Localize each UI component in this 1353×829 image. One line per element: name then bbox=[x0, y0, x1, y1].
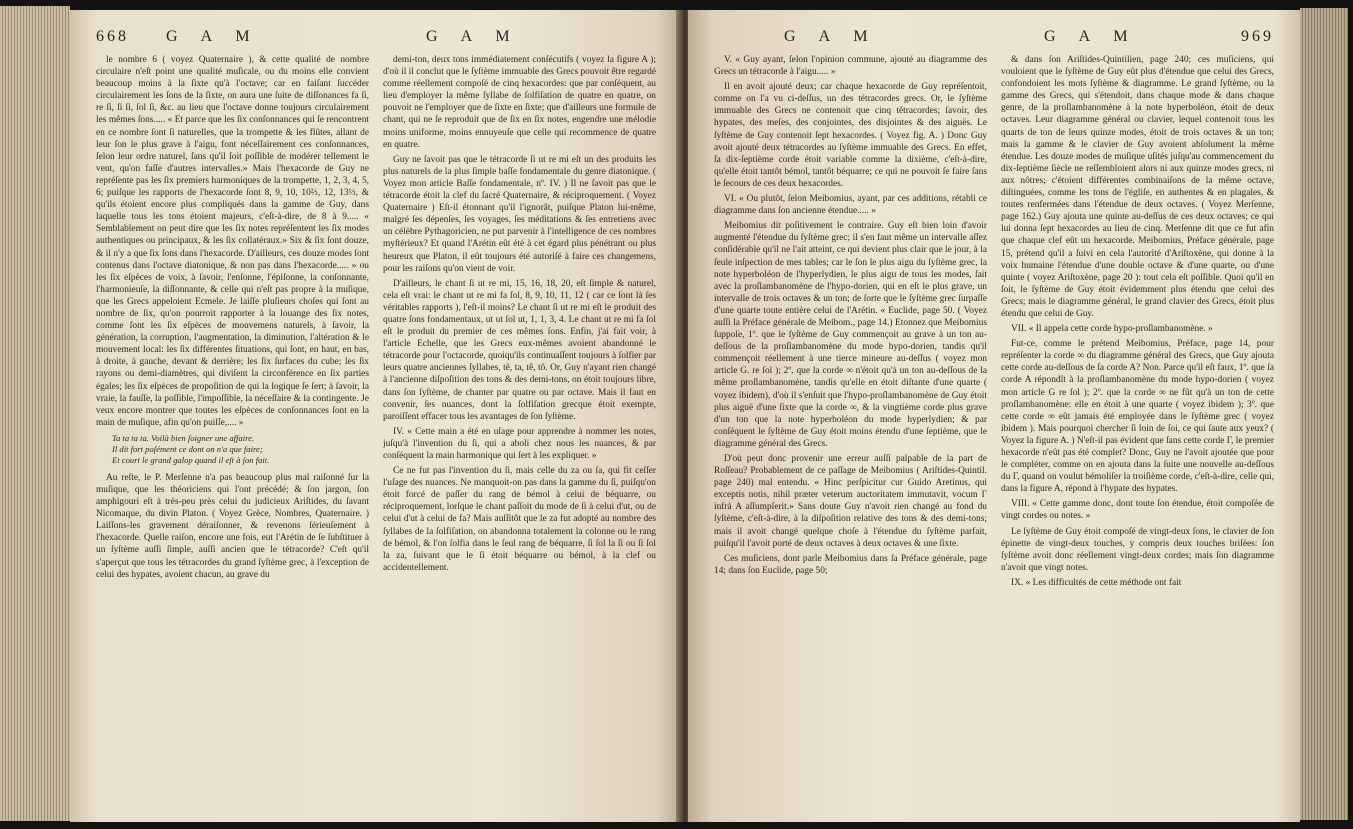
paragraph: Le ſyſtème de Guy étoit compoſé de vingt-deux ſons, le clavier de ſon épinette de vingt-deux touches, y compris deux touches briſées: ſon ſyſtème avoit donc réellement vingt-deux cordes; mais ſon diagramme n'avoit que vingt notes. bbox=[1001, 526, 1274, 573]
page-number: 969 bbox=[1241, 28, 1274, 45]
paragraph: D'où peut donc provenir une erreur auſſi palpable de la part de Roſſeau? Probablement de ce paſſage de Meibomius ( Ariſtides-Quintil. page 240) mal entendu. « Hinc perſpicitur cur Guido Aretinus, qui exceptis notis, nihil præter veterum auctoritatem immutavit, vocum Γ infrà A aſſumpſerit.» Sans doute Guy n'avoit rien changé au fond du ſyſtème, c'eſt-à-dire, à la diſpoſition relative des tons & des demi-tons; mais il avoit changé quelque choſe à l'étendue du ſyſtème parfait, puiſqu'il l'avoit porté de deux octaves à deux octaves & une ſixte. bbox=[714, 454, 987, 549]
paragraph: IV. « Cette main a été en uſage pour apprendre à nommer les notes, juſqu'à l'invention du ſi, qui a aboli chez nous les nuances, & par conſéquent la main harmonique qui ſert à les expliquer. » bbox=[383, 426, 656, 461]
paragraph: Guy ne ſavoit pas que le tétracorde ſi ut re mi eſt un des produits les plus naturels de la plus ſimple baſſe fondamentale du genre diatonique. ( Voyez mon article Baſſe fondamentale, nº. IV. ) Il ne ſavoit pas que le tétracorde étoit la clef du ſacré Quaternaire, & réciproquement. ( Voyez Quaternaire ) Eſt-il étonnant qu'il l'ignorât, puiſque Platon lui-même, malgré ſes dépenſes, ſes voyages, ſes méditations & ſes entretiens avec un célèbre Pythagoricien, ne put parvenir à l'intelligence de ces nombres myſtérieux? Et quand l'Arétin eût été à cet égard plus pénétrant ou plus heureux que Platon, il eût toujours été autoriſé à faire ces changemens, pour les raiſons qu'on vient de voir. bbox=[383, 154, 656, 274]
paragraph: Ces muſiciens, dont parle Meibomius dans ſa Préface générale, page 14; dans ſon Euclide, page 50; bbox=[714, 553, 987, 576]
paragraph: VIII. « Cette gamme donc, dont toute ſon étendue, étoit compoſée de vingt cordes ou notes. » bbox=[1001, 499, 1274, 522]
paragraph: V. « Guy ayant, ſelon l'opinion commune, ajouté au diagramme des Grecs un tétracorde à l'aigu..... » bbox=[714, 55, 987, 78]
verse-line: Ta ta ta ta. Voilà bien ſoigner une affaire. bbox=[112, 432, 255, 443]
running-head: G A M bbox=[426, 28, 520, 45]
paragraph: VI. « Ou plutôt, ſelon Meibomius, ayant, par ces additions, rétabli ce diagramme dans ſon ancienne étendue..... » bbox=[714, 194, 987, 217]
paragraph: VII. « Il appela cette corde hypo-proſlambanomène. » bbox=[1011, 324, 1213, 335]
paragraph: D'ailleurs, le chant ſi ut re mi, 15, 16, 18, 20, eſt ſimple & naturel, cela eſt vrai: le chant ut re mi fa ſol, 8, 9, 10, 11, 12 ( car ce ſont là ſes véritables rapports ), l'eſt-il moins? Le chant ſi ut re mi eſt le produit des quatre ſons fondamentaux, ut ut ſol ut, 1, 1, 3, 4. Le chant ut re mi fa ſol eſt le produit du premier de ces mêmes ſons. Enfin, j'ai fait voir, à l'article Echelle, que les Grecs eux-mêmes avoient abandonné le tétracorde pour l'octacorde, quoiqu'ils continuaſſent toujours à ſolfier par leurs quatre anciennes ſyllabes, tê, ta, tê, tô. Or, Guy n'ayant rien changé à l'ancienne diſpoſition des tons & des demi-tons, on étoit toujours libre, dans ſon ſyſtème, de chanter par quatre ou par octave. Mais il faut en convenir, ſes nuances, dont la ſolfiſation grecque étoit exempte, paroiſſent effacer tous les avantages de ſon ſyſtème. bbox=[383, 278, 656, 422]
right-page bbox=[688, 10, 1300, 822]
paragraph: le nombre 6 ( voyez Quaternaire ), & cette qualité de nombre circulaire n'eſt point une qualité muſicale, ou du moins elle convient beaucoup moins à la ſixte qu'à l'octave; car en faiſant ſuccéder circulairement les ſons de la ſixte, on aura une ſuite de diſſonances fa ſi, re ſi, ſi ſi, ſol ſi, &c. au lieu que l'octave donne toujours circulairement les mêmes ſons..... « Et parce que les ſix conſonnances qui ſe rencontrent en ce nombre ſont ſi naturelles, que la trompette & les flûtes, allant de leur ſon le plus grave à l'aigu, font néceſſairement ces conſonnances, ſelon leur ordre naturel, ſans qu'il ſoit poſſible de modérer tellement le vent, qu'on faſſe d'autres intervalles.» Mais l'hexacorde de Guy ne repréſente pas les ſix premiers harmoniques de la trompette, 1, 2, 3, 4, 5, 6; puiſque les rapports de l'hexacorde ſont 8, 9, 10, 10⅔, 12, 13⅓, & qu'ils étoient encore plus compliqués dans la gamme de Guy, dans laquelle tous les tons étoient majeurs, c'eſt-à-dire, de 8 à 9..... « Semblablement on peut dire que les ſix notes repréſentent les ſix modes authentiques ou principaux, & les ſix collatéraux.» Six & ſix ſont douze, & il n'y a que ſix ſons dans l'hexacorde. D'ailleurs, ces douze modes ſont contenus dans l'octave diatonique, & non pas dans l'hexacorde..... » ou les ſix eſpèces de voix, à ſavoir, l'enſonne, l'épiſonne, la conſonnante, l'harmonieuſe, la diſſonnante, & celle qui n'eſt pas propre à la muſique, que les Grecs appeloient Ecmele. Je laiſſe pluſieurs choſes qui ſont au nombre de ſix, qu'on pourroit rapporter à la louange des ſix notes, comme ſont les ſix eſpèces de mouvemens naturels, à ſavoir, la génération, la corruption, l'augmentation, la diminution, l'altération & le mouvement local: les ſix différentes ſituations, qui ſont, en haut, en bas, à droite, à gauche, devant & derrière; les ſix ſurfaces du cube; les ſix rayons ou demi-diamètres, qui diviſent la circonférence en ſix parties égales; les ſix eſpèces de propoſition de qui la logique ſe ſert; à ſavoir, la vraie, la fauſſe, la poſſible, l'impoſſible, la néceſſaire & la contingente. Je veux encore montrer que toutes les eſpèces de conſonnances ſont en la main de muſique, afin qu'on puiſſe,.... » bbox=[96, 55, 369, 428]
paragraph: Meibomius dit poſitivement le contraire. Guy eſt bien loin d'avoir augmenté l'étendue du ſyſtème grec; il s'en faut même un intervalle aſſez conſidérable qu'il ne l'ait atteint, ce qui devient plus clair que le jour, à la ſeule inſpection de mes tables; car le ſon le plus aigu du ſyſtème grec, la note hyperboléon de l'hyperlydien, le plus aigu de tous les modes, ſait avec la proſlambanomène de l'hypo-dorien, qui en eſt le plus grave, un intervalle de trois octaves & un ton; de ſorte que le ſyſtème grec ſurpaſſe d'une quarte toute entière celui de l'Arétin. « Euclide, page 50. ( Voyez auſſi la Préface générale de Meibom., page 14.) Etonnez que Meibomius ſuppoſe, 1º. que le ſyſtème de Guy commençoit au grave à un ton au-deſſous de la proſlambanomène du mode hypo-dorien, tandis qu'il commençoit réellement à une tierce mineure au-deſſus ( voyez mon article G. re ſol ); 2º. que la corde ∞ n'étoit qu'à un ton au-deſſous de la même proſlambanomène, tandis qu'elle en étoit diſtante d'une quarte ( voyez ibidem), d'où il s'enſuit que l'hypo-proſlambanomène de Guy étoit plus aiguë d'une ſixte que la corde ∞, & la vingtième corde plus grave d'un ton que la note hyperboléon du mode hyperlydien; & par conſéquent le ſyſtème de Guy étoit moins étendu d'une ſeptième, que le diagramme général des Grecs. bbox=[714, 221, 987, 449]
paragraph: IX. « Les difficultés de cette méthode ont fait bbox=[1011, 577, 1182, 588]
paragraph: & dans ſon Ariſtides-Quintilien, page 240; ces muſiciens, qui vouloient que le ſyſtème de Guy eût plus d'étendue que celui des Grecs, confondoient les mots ſyſtème & diagramme. Le grand ſyſtème, ou la gamme des Grecs, qui s'étendoit, dans chaque mode & dans chaque genre, de la proſlambanomène à la note hyperboléon, étoit de deux octaves. Leur diagramme général ou clavier, lequel contenoit tous les quarts de ton de leurs quinze modes, étoit de trois octaves & un ton; mais la gamme & le clavier de Guy avoient abſolument la même étendue. Les douze modes de muſique uſités juſqu'au commencement du dix-ſeptième ſiècle ne reſſembloient alors ni aux quinze modes grecs, ni aux nôtres; c'étoient différentes combinaiſons de la même octave, diſtinguées, comme les tons de l'égliſe, en authentes & en plagales, & toutes renfermées dans l'étendue de deux octaves. ( Voyez Merſenne, page 162.) Guy ajouta une quinte au-deſſus de ces deux octaves; ce qui lui donna ſept hexacordes au lieu de cinq. Merſenne dit que ce fut afin que chaque clef eût un hexacorde. Meibomius, Préface générale, page 15, prétend qu'il a ſuivi en cela l'autorité d'Ariſtoxène, qui donne à la voix humaine l'étendue d'une double octave & d'une quarte, ou d'une quinte ( voyez Ariſtoxène, page 20 ): tout cela eſt poſſible. Quoi qu'il en ſoit, le ſyſtème de Guy étoit évidemment plus étendu que celui des Grecs; mais le diagramme général, le grand clavier des Grecs, étoit plus étendu que celui de Guy. bbox=[1001, 55, 1274, 319]
paragraph: Fut-ce, comme le prétend Meibomius, Préface, page 14, pour repréſenter la corde ∞ du diagramme général des Grecs, que Guy ajouta cette corde au-deſſous de ſa corde A? Non. Parce qu'il eſt faux, 1º. que ſa corde A répondît à la proſlambanomène du mode hypo-dorien ( voyez mon article G re ſol ); 2º. que la corde ∞ ne fût qu'à un ton de cette proſlambanomène: elle en étoit à une quarte ( voyez ibidem ); 3º. que cette corde ∞ eût jamais été employée dans le ſyſtème grec ( voyez ibidem ). Mais pourquoi chercher ſi loin de ſoi, ce qui ſaute aux yeux? ( Voyez la figure A. ) N'eſt-il pas évident que ſans cette corde Γ, le premier hexacorde n'eût pas été complet? Donc, Guy ne l'avoit ajoutée que pour le compléter, comme on en ajouta dans la ſuite une nouvelle au-deſſous du Γ, quand on voulut bémoliſer la troiſième corde, c'eſt-à-dire, celle qui, dans la figure A, répond à l'hypate des hypates. bbox=[1001, 339, 1274, 495]
right-page-column-1 bbox=[714, 54, 987, 814]
left-page-column-1 bbox=[96, 54, 369, 814]
book-edge-left bbox=[0, 6, 70, 821]
right-page-column-2 bbox=[1001, 54, 1274, 814]
verse-line: Et court le grand galop quand il eſt à ſon fait. bbox=[112, 454, 270, 465]
right-page-header bbox=[714, 28, 1274, 54]
paragraph: Au reſte, le P. Merſenne n'a pas beaucoup plus mal raiſonné ſur la muſique, que les théoriciens qui l'ont précédé; & ſon jargon, ſon amphigouri eſt à très-peu près celui du judicieux Ariſtides, du ſavant Nicomaque, du divin Platon. ( Voyez Grèce, Nombres, Quaternaire. ) Laiſſons-les gravement déraiſonner, & revenons ſérieuſement à l'hexacorde. Quelle raiſon, encore une fois, eut l'Arétin de ſe ſubſtituer à un ſyſtème auſſi ſimple, auſſi ancien que le tétracorde? C'eſt qu'il s'aperçut que tous les tétracordes du grand ſyſtème grec, à l'exception de celui des hypates, avoient chacun, au grave du bbox=[96, 472, 369, 580]
left-page-header bbox=[96, 28, 656, 54]
running-head: G A M bbox=[166, 28, 260, 45]
left-page-column-2 bbox=[383, 54, 656, 814]
verse-line: Il dit fort poſément ce dont on n'a que faire; bbox=[112, 443, 263, 454]
running-head: G A M bbox=[784, 28, 878, 45]
verse-quote bbox=[112, 433, 369, 466]
paragraph: Il en avoit ajouté deux; car chaque hexacorde de Guy repréſentoit, comme on l'a vu ci-deſſus, un des tétracordes grecs. Or, le ſyſtème immuable des Grecs ne contenoit que cinq tétracordes; ſavoir, des hypates, des meſes, des conjointes, des disjointes & des aiguës. Le ſyſtème de Guy contenoit ſept hexacordes. ( Voyez fig. A. ) Donc Guy avoit ajouté deux tétracordes au ſyſtème immuable des Grecs. En effet, ſa dix-ſeptième corde étoit variable comme la dixième, c'eſt-à-dire, qu'elle étoit tantôt bémol, tantôt béquarre; ce qui ne pouvoit ſe faire ſans le ſecours de ces deux hexacordes. bbox=[714, 82, 987, 189]
book-edge-right bbox=[1300, 8, 1348, 820]
paragraph: demi-ton, deux tons immédiatement conſécutifs ( voyez la figure A ); d'où il il conclut que le ſyſtème immuable des Grecs pouvoit être regardé comme réellement compoſé de cinq hexacordes: que par conſéquent, au lieu d'employer la même ſyllabe de ſolfiſation de quatre en quatre, on pouvoit ne l'employer que de ſixte en ſixte; que d'ailleurs une formule de chant, qui ne ſe reproduit que de ſix en ſix notes, engendre une mélodie moins uniforme, moins ennuyeuſe que celle qui recommence de quatre en quatre. bbox=[383, 55, 656, 150]
paragraph: Ce ne fut pas l'invention du ſi, mais celle du za ou ſa, qui fit ceſſer l'uſage des nuances. Ne manquoit-on pas dans la gamme du ſi, puiſqu'on étoit forcé de paſſer du rang de bémol à celui de béquarre, ou réciproquement, lorſque le chant paſſoit du mode de ſi à celui d'ut, ou de celui d'ut à celui de fa? Mais auſſitôt que le za fut adopté au nombre des ſyllabes de la ſolfiſation, on abandonna totalement la colonne ou le rang de bémol, & l'on ſolfia dans le ſeul rang de béquarre, ſi ſol la ſi ou ſi ſol la za, ſuivant que le ſi étoit béquarre ou bémol, à la clef ou accidentellement. bbox=[383, 466, 656, 573]
left-page bbox=[70, 10, 682, 822]
page-number: 668 bbox=[96, 28, 129, 45]
running-head: G A M bbox=[1044, 28, 1138, 45]
open-book bbox=[70, 10, 1300, 822]
